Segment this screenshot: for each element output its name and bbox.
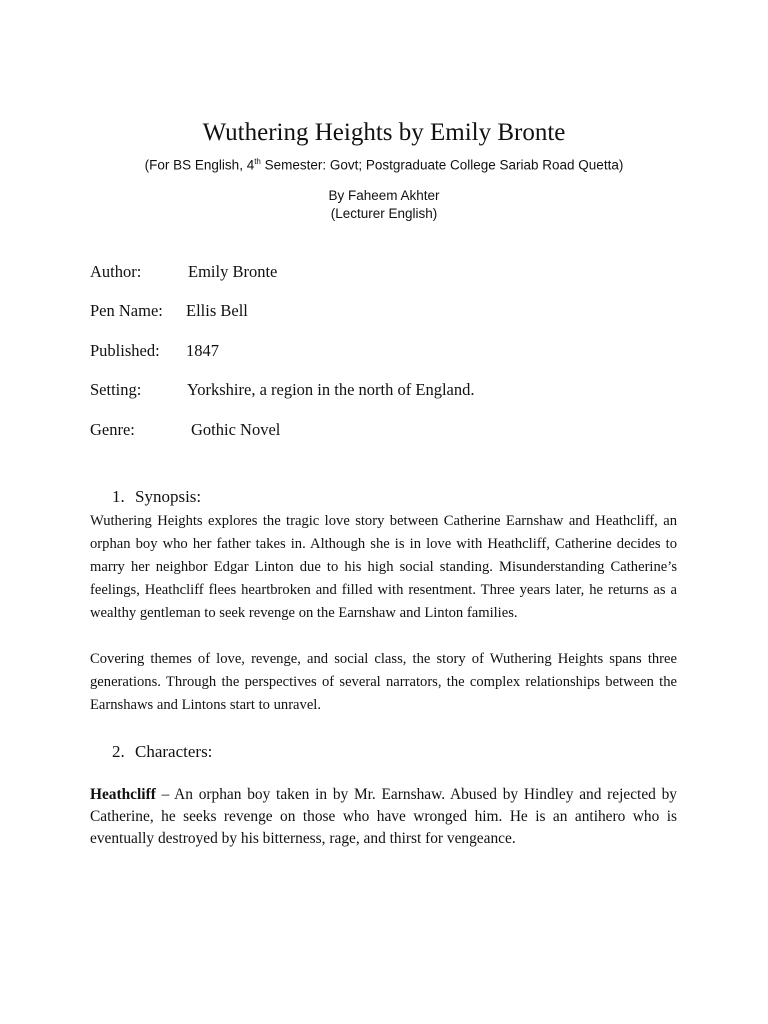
fact-label: Pen Name:	[90, 301, 163, 320]
section-title: Characters:	[135, 742, 213, 761]
document-title: Wuthering Heights by Emily Bronte	[202, 119, 566, 146]
fact-value: Ellis Bell	[186, 301, 248, 320]
synopsis-paragraph-1: Wuthering Heights explores the tragic love story between Catherine Earnshaw and Heathcliff, an orphan boy who her father takes in. Although she is in love with Heathcliff, Catherine decides to marry her neighbor Edgar Linton due to his high social standing. Misunderstanding Catherine’s feelings, Heathcliff flees heartbroken and filled with resentment. Three years later, he returns as a wealthy gentleman to seek revenge on the Earnshaw and Linton families.	[90, 513, 677, 621]
section-heading-characters	[112, 741, 212, 763]
section-title: Synopsis:	[135, 487, 202, 506]
subtitle-prefix: (For BS English, 4	[144, 157, 255, 173]
fact-value: Gothic Novel	[191, 420, 281, 439]
subtitle-suffix: Semester: Govt; Postgraduate College Sariab Road Quetta)	[260, 157, 624, 173]
fact-value: 1847	[186, 341, 219, 360]
byline-author: By Faheem Akhter	[328, 188, 440, 203]
document-subtitle	[0, 153, 768, 175]
fact-label: Setting:	[90, 380, 142, 399]
fact-label: Published:	[90, 341, 160, 360]
byline	[0, 187, 768, 223]
fact-value: Emily Bronte	[188, 262, 278, 281]
synopsis-paragraph-2: Covering themes of love, revenge, and social class, the story of Wuthering Heights spans three generations. Through the perspectives of several narrators, the complex relationships between the Earnshaws and Lintons start to unravel.	[90, 651, 677, 713]
byline-role: (Lecturer English)	[330, 206, 438, 221]
character-description: – An orphan boy taken in by Mr. Earnshaw. Abused by Hindley and rejected by Catherine, he seeks revenge on those who have wronged him. He is an antihero who is eventually destroyed by his bitterness, rage, and thirst for vengeance.	[90, 786, 677, 847]
subtitle-superscript: th	[254, 157, 261, 166]
fact-label: Author:	[90, 262, 142, 281]
section-heading-synopsis	[112, 486, 201, 508]
character-name: Heathcliff	[90, 786, 156, 803]
section-number: 1.	[112, 487, 125, 506]
fact-value: Yorkshire, a region in the north of England.	[187, 380, 475, 399]
section-number: 2.	[112, 742, 125, 761]
character-entry-heathcliff	[90, 784, 677, 850]
fact-label: Genre:	[90, 420, 135, 439]
